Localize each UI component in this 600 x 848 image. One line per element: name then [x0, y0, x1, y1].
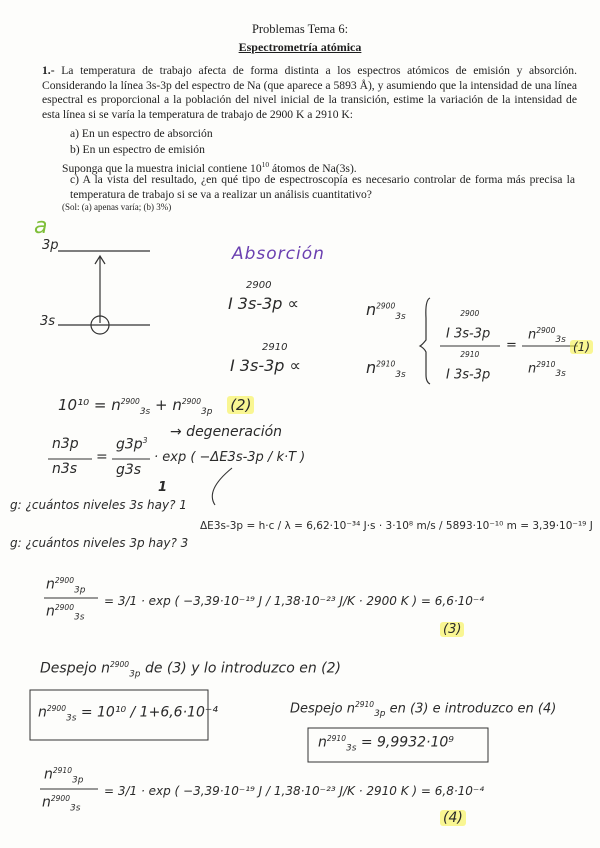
- prop-top-exp: 2900: [246, 280, 272, 291]
- eq2-plus: + n: [155, 396, 182, 414]
- eq4-lhs-num: [44, 766, 83, 785]
- box1-lhs: n: [38, 704, 47, 721]
- eq4-lhs-num-exp: 2910: [52, 766, 72, 775]
- eq4-lhs-den-exp: 2900: [50, 794, 70, 803]
- part-b-text: b) En un espectro de emisión: [70, 143, 205, 156]
- eq2-tag: (2): [227, 396, 254, 414]
- boltz-g-num-text: g3p: [116, 436, 143, 453]
- despejo-1-rest: de (3) y lo introduzco en (2): [144, 660, 342, 677]
- degeneracion-label: → degeneración: [170, 424, 283, 440]
- boltz-lhs-num: n3p: [52, 436, 79, 452]
- despejo-2-rest: en (3) e introduzco en (4): [389, 701, 557, 717]
- despejo-2-sub: 3p: [374, 708, 386, 719]
- ratio-den-exp: 2910: [460, 350, 480, 359]
- boltz-exp: · exp ( −ΔE3s-3p / k·T ): [154, 450, 306, 465]
- eq1-tag: [570, 340, 593, 354]
- part-label: a: [34, 214, 48, 239]
- prop-bot-exp: 2910: [262, 342, 288, 353]
- eq4-tag-text: (4): [440, 810, 466, 826]
- boltz-lhs-den: n3s: [52, 461, 78, 477]
- problem-text: La temperatura de trabajo afecta de forma distinta a los espectros atómicos de emisión y absorción. Considerando la línea 3s-3p del espectro de Na (que aparece a 5893 Å), y asumiendo que la intensidad de una línea espectral es proporcional a la población del nivel inicial de la transición, estime la variación de la intensidad de esta línea si se varía la temperatura de trabajo de 2900 K a 2910 K:: [42, 64, 577, 121]
- boltz-g-den: g3s: [116, 462, 142, 478]
- eq4-tag: [440, 810, 466, 826]
- boltz-g-num-val: 3: [142, 436, 148, 445]
- assumption-exp: 10: [261, 160, 270, 169]
- eq3-lhs-num: [46, 576, 85, 595]
- eq2-exp2: 2900: [181, 397, 201, 406]
- prop-top-rhs-n: n: [366, 300, 377, 319]
- prop-bot-rhs-exp: 2910: [376, 359, 396, 369]
- ratio-den-text: I 3s-3p: [446, 367, 491, 383]
- prop-bot-rhs: [366, 358, 406, 380]
- prop-top-rhs-exp: 2900: [376, 301, 396, 311]
- eq4-lhs-num-sub: 3p: [71, 775, 84, 786]
- box2-lhs-sub: 3s: [345, 743, 357, 754]
- delta-e-calc: ΔE3s-3p = h·c / λ = 6,62·10⁻³⁴ J·s · 3·10⁸ m/s / 5893·10⁻¹⁰ m = 3,39·10⁻¹⁹ J: [200, 520, 593, 532]
- box2-rhs: = 9,9932·10⁹: [360, 734, 454, 751]
- eq2-sub2: 3p: [200, 407, 213, 417]
- brace-icon: [420, 298, 430, 384]
- ratio-num-exp: 2900: [460, 309, 480, 318]
- box2-content: [318, 734, 454, 753]
- ratio-rhs-num-sub: 3s: [555, 334, 566, 345]
- part-a-text: a) En un espectro de absorción: [70, 127, 213, 140]
- ratio-den: [446, 350, 509, 383]
- ratio-rhs-num-n: n: [528, 327, 537, 343]
- problem-number: 1.-: [42, 64, 55, 77]
- assumption-pre: Suponga que la muestra inicial contiene 10: [62, 161, 262, 175]
- prop-bot-rhs-sub: 3s: [395, 370, 406, 381]
- eq3-lhs-num-exp: 2900: [54, 576, 74, 585]
- eq2-sub1: 3s: [139, 407, 151, 417]
- boltz-g-den-val: 1: [158, 480, 168, 495]
- eq3-lhs-den-n: n: [46, 603, 55, 620]
- ratio-rhs-num: [528, 326, 566, 345]
- eq4-lhs-den-n: n: [42, 794, 51, 811]
- prop-bot-lhs: I 3s-3p ∝: [230, 356, 301, 375]
- despejo-1: [40, 660, 341, 679]
- eq4-lhs-den-sub: 3s: [69, 803, 81, 814]
- eq3-tag: [440, 622, 464, 637]
- eq1-tag-text: (1): [570, 340, 593, 354]
- box1-content: [38, 704, 218, 723]
- eq2-exp1: 2900: [120, 397, 140, 406]
- eq3-lhs-den-exp: 2900: [54, 603, 74, 612]
- page-subtitle: Espectrometría atómica: [238, 40, 362, 54]
- despejo-1-text: Despejo n: [40, 660, 110, 677]
- eq3-lhs-den: [46, 603, 84, 622]
- eq3-lhs-den-sub: 3s: [73, 612, 85, 623]
- eq4-rhs: = 3/1 · exp ( −3,39·10⁻¹⁹ J / 1,38·10⁻²³ J/K · 2910 K ) = 6,8·10⁻⁴: [104, 784, 485, 798]
- ratio-rhs-den-exp: 2910: [536, 360, 556, 369]
- box1-lhs-sub: 3s: [65, 713, 77, 724]
- level-3s-label: 3s: [40, 314, 56, 329]
- eq3-rhs: = 3/1 · exp ( −3,39·10⁻¹⁹ J / 1,38·10⁻²³ J/K · 2900 K ) = 6,6·10⁻⁴: [104, 594, 485, 608]
- ratio-equals: =: [506, 338, 517, 353]
- ratio-rhs-num-exp: 2900: [536, 326, 556, 335]
- part-c-text: c) A la vista del resultado, ¿en qué tipo de espectroscopía es necesario controlar de forma más precisa la temperatura de trabajo si se va a realizar un análisis cuantitativo?: [70, 173, 575, 201]
- prop-top-rhs-sub: 3s: [395, 312, 406, 323]
- page-title: Problemas Tema 6:: [251, 22, 349, 36]
- box2-lhs: n: [318, 734, 327, 751]
- problem-statement: [42, 64, 577, 122]
- despejo-2: [290, 700, 556, 719]
- eq4-lhs-den: [42, 794, 80, 813]
- boltz-g-num: [116, 436, 147, 453]
- eq4-lhs-num-n: n: [44, 766, 53, 783]
- arrow-head: [95, 256, 105, 264]
- eq3-lhs-num-sub: 3p: [73, 585, 86, 596]
- prop-bot-rhs-n: n: [366, 358, 377, 377]
- solution-text: (Sol: (a) apenas varía; (b) 3%): [62, 202, 172, 212]
- despejo-1-sub: 3p: [129, 669, 141, 680]
- prop-top-lhs: I 3s-3p ∝: [228, 294, 299, 313]
- assumption-post: átomos de Na(3s).: [269, 161, 357, 175]
- boltz-equals: =: [96, 449, 108, 465]
- ratio-rhs-den-n: n: [528, 361, 537, 377]
- ratio-num: [446, 309, 509, 342]
- despejo-1-exp: 2900: [109, 660, 130, 669]
- electron-circle: [91, 316, 109, 334]
- curve-arrow: [212, 468, 232, 505]
- question-3p: g: ¿cuántos niveles 3p hay? 3: [10, 536, 189, 550]
- box1-rhs: = 10¹⁰ / 1+6,6·10⁻⁴: [80, 704, 218, 721]
- ratio-rhs-den-sub: 3s: [555, 368, 566, 379]
- eq2: [58, 396, 254, 417]
- section-label: Absorción: [232, 244, 325, 264]
- despejo-2-text: Despejo n: [290, 701, 355, 717]
- box1-lhs-exp: 2900: [46, 704, 66, 713]
- eq2-text: 10¹⁰ = n: [58, 396, 121, 414]
- box2-lhs-exp: 2910: [326, 734, 346, 743]
- prop-top-rhs: [366, 300, 406, 322]
- eq3-tag-text: (3): [440, 622, 464, 637]
- ratio-rhs-den: [528, 360, 566, 379]
- question-3s: g: ¿cuántos niveles 3s hay? 1: [10, 498, 187, 512]
- eq3-lhs-num-n: n: [46, 576, 55, 593]
- ratio-num-text: I 3s-3p: [446, 326, 491, 342]
- level-3p-label: 3p: [42, 238, 59, 253]
- despejo-2-exp: 2910: [354, 700, 375, 709]
